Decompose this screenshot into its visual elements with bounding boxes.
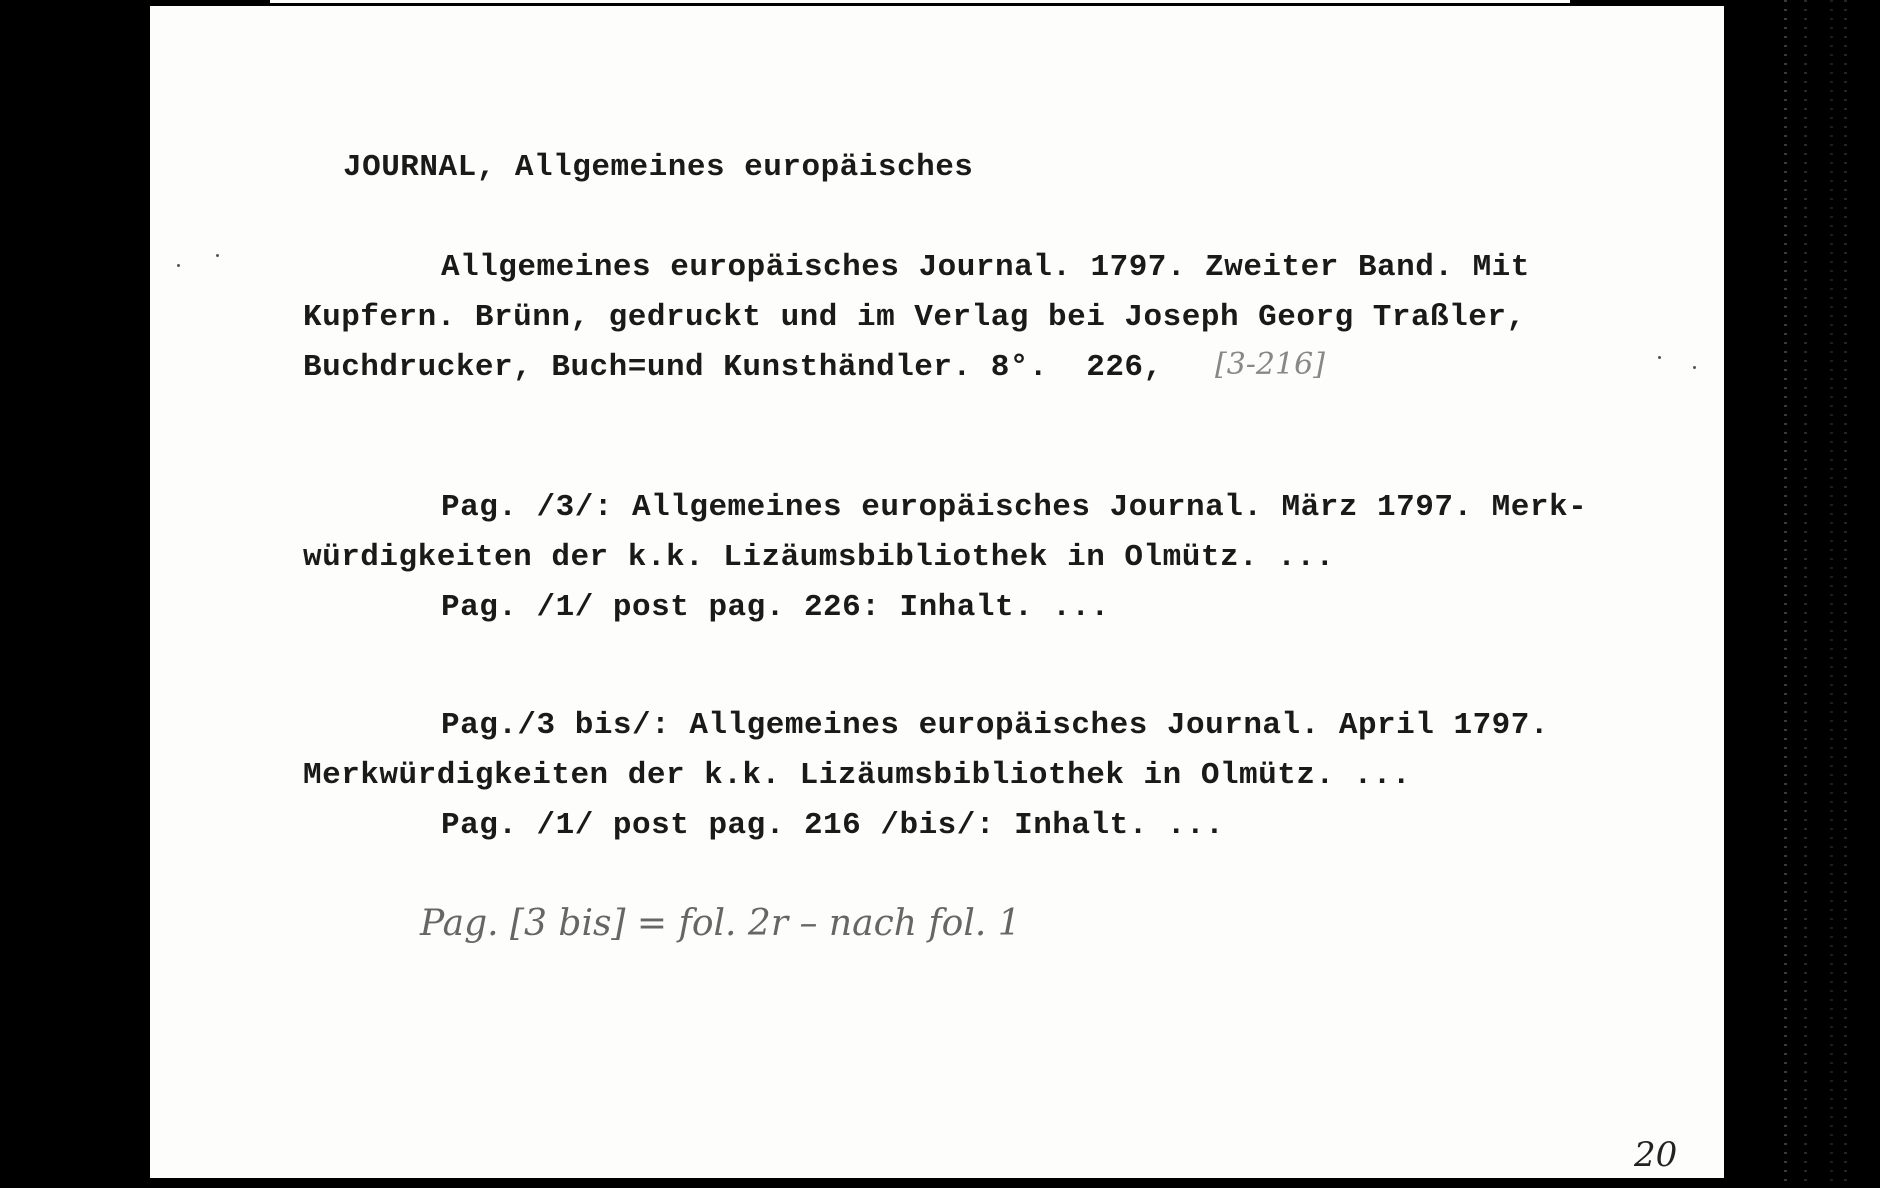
scan-speck	[216, 254, 219, 257]
scan-noise	[1830, 0, 1833, 1188]
entry1-line-1: Pag. /3/: Allgemeines europäisches Journal. März 1797. Merk-	[441, 490, 1588, 525]
entry2-line-2: Merkwürdigkeiten der k.k. Lizäumsbibliothek in Olmütz. ...	[303, 758, 1411, 793]
entry1-line-3: Pag. /1/ post pag. 226: Inhalt. ...	[441, 590, 1110, 625]
page-number: 20	[1634, 1135, 1678, 1175]
description-pencil-annotation: [3-216]	[1215, 347, 1325, 382]
entry1-line-2: würdigkeiten der k.k. Lizäumsbibliothek in Olmütz. ...	[303, 540, 1335, 575]
entry2-line-3: Pag. /1/ post pag. 216 /bis/: Inhalt. ...	[441, 808, 1225, 843]
scan-noise	[1844, 0, 1847, 1188]
catalog-card	[150, 6, 1724, 1178]
scan-speck	[177, 264, 180, 267]
card-top-edge	[270, 0, 1570, 3]
entry2-line-1: Pag./3 bis/: Allgemeines europäisches Journal. April 1797.	[441, 708, 1549, 743]
description-line-2: Kupfern. Brünn, gedruckt und im Verlag bei Joseph Georg Traßler,	[303, 300, 1526, 335]
scanner-margin	[1724, 0, 1880, 1188]
description-line-1: Allgemeines europäisches Journal. 1797. Zweiter Band. Mit	[441, 250, 1530, 285]
card-heading: JOURNAL, Allgemeines europäisches	[343, 150, 974, 185]
scan-speck	[1693, 366, 1696, 369]
scan-speck	[1658, 356, 1661, 359]
scan-noise	[1784, 0, 1787, 1188]
handwritten-pencil-note: Pag. [3 bis] = fol. 2r – nach fol. 1	[420, 903, 1021, 944]
description-line-3: Buchdrucker, Buch=und Kunsthändler. 8°. 226,	[303, 350, 1163, 385]
scan-noise	[1804, 0, 1807, 1188]
